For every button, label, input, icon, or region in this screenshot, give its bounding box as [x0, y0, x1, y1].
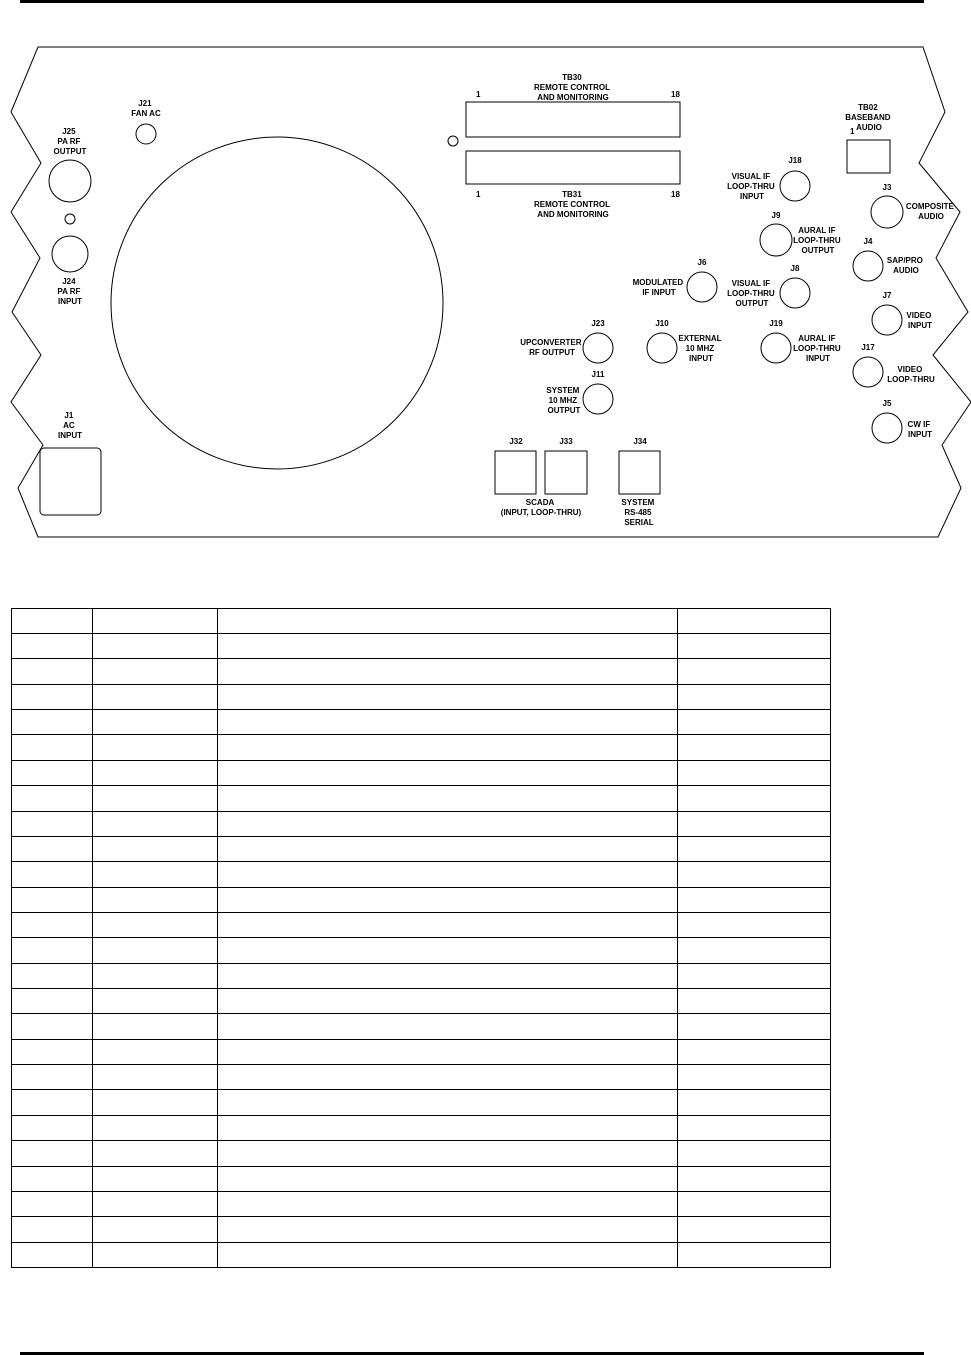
- table-cell: [218, 1141, 678, 1166]
- j3-id: J3: [882, 183, 892, 192]
- table-cell: [218, 836, 678, 861]
- table-cell: [93, 684, 218, 709]
- table-cell: [678, 1115, 831, 1140]
- j21-label: J21 FAN AC: [131, 99, 161, 118]
- table-cell: [12, 912, 93, 937]
- table-cell: [218, 1191, 678, 1216]
- j17-label: VIDEO LOOP-THRU: [887, 365, 935, 384]
- table-cell: [93, 1191, 218, 1216]
- table-cell: [218, 735, 678, 760]
- table-cell: [678, 938, 831, 963]
- table-cell: [218, 1039, 678, 1064]
- j18-connector: [780, 171, 810, 201]
- table-cell: [218, 811, 678, 836]
- table-cell: [678, 760, 831, 785]
- j23-id: J23: [591, 319, 605, 328]
- j25-connector: [49, 160, 91, 202]
- table-row: [12, 1039, 831, 1064]
- table-row: [12, 1090, 831, 1115]
- table-cell: [93, 912, 218, 937]
- tb30-pin-last: 18: [671, 90, 680, 99]
- table-cell: [218, 1242, 678, 1267]
- table-row: [12, 1014, 831, 1039]
- j23-label: UPCONVERTER RF OUTPUT: [520, 338, 582, 357]
- table-cell: [678, 659, 831, 684]
- table-cell: [93, 1141, 218, 1166]
- indicator-hole: [65, 214, 75, 224]
- table-cell: [218, 963, 678, 988]
- table-cell: [93, 760, 218, 785]
- table-cell: [218, 1115, 678, 1140]
- tb30-pin-first: 1: [476, 90, 481, 99]
- table-row: [12, 811, 831, 836]
- table-cell: [12, 1115, 93, 1140]
- tb02-pin: 1: [850, 127, 855, 136]
- j4-id: J4: [863, 237, 873, 246]
- j24-label: J24 PA RF INPUT: [57, 277, 82, 306]
- table-cell: [678, 684, 831, 709]
- table-cell: [93, 1242, 218, 1267]
- table-cell: [12, 1141, 93, 1166]
- table-cell: [678, 710, 831, 735]
- table-cell: [93, 836, 218, 861]
- j32-jack: [495, 451, 536, 494]
- table-cell: [678, 912, 831, 937]
- table-cell: [218, 1166, 678, 1191]
- j11-label: SYSTEM 10 MHZ OUTPUT: [546, 386, 581, 415]
- j18-id: J18: [788, 156, 802, 165]
- j17-id: J17: [861, 343, 875, 352]
- j7-id: J7: [882, 291, 892, 300]
- table-row: [12, 1217, 831, 1242]
- table-cell: [93, 1014, 218, 1039]
- table-cell: [218, 786, 678, 811]
- j19-id: J19: [769, 319, 783, 328]
- table-header-cell: [12, 609, 93, 634]
- j10-id: J10: [655, 319, 669, 328]
- table-cell: [93, 735, 218, 760]
- j8-label: VISUAL IF LOOP-THRU OUTPUT: [727, 279, 775, 308]
- table-header-cell: [678, 609, 831, 634]
- j6-id: J6: [697, 258, 707, 267]
- table-cell: [678, 1191, 831, 1216]
- table-row: [12, 1242, 831, 1267]
- table-row: [12, 836, 831, 861]
- table-header-row: [12, 609, 831, 634]
- table-cell: [678, 887, 831, 912]
- connector-table: [11, 608, 831, 1268]
- table-cell: [12, 786, 93, 811]
- table-cell: [678, 836, 831, 861]
- j6-label: MODULATED IF INPUT: [632, 278, 684, 297]
- table-cell: [218, 634, 678, 659]
- table-cell: [12, 684, 93, 709]
- j11-connector: [583, 384, 613, 414]
- j1-label: J1 AC INPUT: [58, 411, 82, 440]
- j33-jack: [545, 451, 587, 494]
- j34-jack: [619, 451, 660, 494]
- table-cell: [12, 710, 93, 735]
- table-cell: [12, 634, 93, 659]
- table-row: [12, 710, 831, 735]
- table-cell: [218, 710, 678, 735]
- table-cell: [93, 1115, 218, 1140]
- table-cell: [12, 1217, 93, 1242]
- table-row: [12, 735, 831, 760]
- j9-id: J9: [771, 211, 781, 220]
- table-cell: [12, 836, 93, 861]
- table-cell: [93, 989, 218, 1014]
- j34-label: SYSTEM RS-485 SERIAL: [621, 498, 655, 527]
- table-cell: [93, 963, 218, 988]
- table-cell: [678, 1065, 831, 1090]
- j7-connector: [872, 305, 902, 335]
- table-row: [12, 1166, 831, 1191]
- table-cell: [218, 684, 678, 709]
- table-cell: [678, 1090, 831, 1115]
- table-cell: [218, 887, 678, 912]
- tb31-terminal-block: [466, 151, 680, 184]
- table-row: [12, 887, 831, 912]
- table-cell: [678, 862, 831, 887]
- table-row: [12, 963, 831, 988]
- rear-panel-diagram: [0, 0, 971, 600]
- table-row: [12, 684, 831, 709]
- tb30-label: TB30 REMOTE CONTROL AND MONITORING: [533, 73, 610, 102]
- table-cell: [12, 760, 93, 785]
- table-cell: [218, 1090, 678, 1115]
- table-row: [12, 760, 831, 785]
- j10-connector: [647, 333, 677, 363]
- table-cell: [218, 1217, 678, 1242]
- table-cell: [93, 634, 218, 659]
- table-cell: [12, 989, 93, 1014]
- table-row: [12, 659, 831, 684]
- j23-connector: [583, 333, 613, 363]
- table-cell: [12, 1090, 93, 1115]
- table-cell: [12, 963, 93, 988]
- table-body: [12, 634, 831, 1268]
- j4-connector: [853, 251, 883, 281]
- table-cell: [93, 659, 218, 684]
- tb31-pin-last: 18: [671, 190, 680, 199]
- tb02-terminal-block: [847, 140, 890, 173]
- j5-id: J5: [882, 399, 892, 408]
- table-cell: [12, 1191, 93, 1216]
- table-row: [12, 1115, 831, 1140]
- table-cell: [12, 1014, 93, 1039]
- table-cell: [93, 786, 218, 811]
- table-header-cell: [218, 609, 678, 634]
- table-cell: [678, 1014, 831, 1039]
- table-row: [12, 862, 831, 887]
- j19-connector: [761, 333, 791, 363]
- j21-connector: [136, 124, 156, 144]
- table-cell: [12, 1242, 93, 1267]
- j34-id: J34: [633, 437, 647, 446]
- table-cell: [12, 887, 93, 912]
- table-cell: [678, 786, 831, 811]
- table-row: [12, 989, 831, 1014]
- table-cell: [93, 710, 218, 735]
- table-row: [12, 938, 831, 963]
- table-cell: [12, 938, 93, 963]
- table-cell: [678, 811, 831, 836]
- j5-connector: [872, 413, 902, 443]
- table-row: [12, 1141, 831, 1166]
- table-cell: [218, 938, 678, 963]
- j9-connector: [760, 224, 792, 256]
- table-cell: [12, 1166, 93, 1191]
- scada-label: SCADA (INPUT, LOOP-THRU): [500, 498, 582, 517]
- table-cell: [93, 1217, 218, 1242]
- j8-connector: [780, 278, 810, 308]
- table-cell: [218, 912, 678, 937]
- table-cell: [678, 634, 831, 659]
- table-cell: [12, 1065, 93, 1090]
- j10-label: EXTERNAL 10 MHZ INPUT: [678, 334, 722, 363]
- table-cell: [678, 1166, 831, 1191]
- j3-connector: [871, 196, 903, 228]
- j11-id: J11: [591, 370, 605, 379]
- tb31-label: TB31 REMOTE CONTROL AND MONITORING: [533, 190, 610, 219]
- fan-circle: [111, 137, 443, 469]
- table-cell: [12, 1039, 93, 1064]
- table-cell: [12, 811, 93, 836]
- table-cell: [678, 1141, 831, 1166]
- j33-id: J33: [559, 437, 573, 446]
- j3-label: COMPOSITE AUDIO: [905, 202, 954, 221]
- table-row: [12, 634, 831, 659]
- tb31-pin-first: 1: [476, 190, 481, 199]
- j19-label: AURAL IF LOOP-THRU INPUT: [793, 334, 841, 363]
- table-cell: [678, 1242, 831, 1267]
- table-cell: [218, 1014, 678, 1039]
- table-row: [12, 786, 831, 811]
- table-cell: [93, 862, 218, 887]
- table-cell: [12, 862, 93, 887]
- j18-label: VISUAL IF LOOP-THRU INPUT: [727, 172, 775, 201]
- tb02-label: TB02 BASEBAND AUDIO: [845, 103, 891, 132]
- panel-outline: [11, 47, 971, 537]
- table-cell: [12, 659, 93, 684]
- j8-id: J8: [790, 264, 800, 273]
- j6-connector: [687, 272, 717, 302]
- tb30-terminal-block: [466, 102, 680, 137]
- table-cell: [218, 760, 678, 785]
- table-cell: [678, 989, 831, 1014]
- j17-connector: [853, 357, 883, 387]
- table-cell: [218, 989, 678, 1014]
- table-header-cell: [93, 609, 218, 634]
- j4-label: SAP/PRO AUDIO: [886, 256, 923, 275]
- table-cell: [678, 1039, 831, 1064]
- table-cell: [678, 735, 831, 760]
- table-cell: [218, 1065, 678, 1090]
- table-cell: [678, 1217, 831, 1242]
- j5-label: CW IF INPUT: [907, 420, 932, 439]
- table-cell: [93, 811, 218, 836]
- table-row: [12, 1065, 831, 1090]
- table-cell: [12, 735, 93, 760]
- j9-label: AURAL IF LOOP-THRU OUTPUT: [793, 226, 841, 255]
- table-cell: [93, 938, 218, 963]
- j1-ac-input-socket: [40, 448, 101, 515]
- mounting-hole: [448, 136, 458, 146]
- table-cell: [93, 1166, 218, 1191]
- j24-connector: [52, 236, 88, 272]
- j7-label: VIDEO INPUT: [906, 311, 932, 330]
- j32-id: J32: [509, 437, 523, 446]
- table-cell: [93, 1065, 218, 1090]
- table-row: [12, 912, 831, 937]
- table-cell: [93, 1090, 218, 1115]
- j25-label: J25 PA RF OUTPUT: [53, 127, 87, 156]
- table-cell: [93, 887, 218, 912]
- table-row: [12, 1191, 831, 1216]
- table-cell: [218, 659, 678, 684]
- table-cell: [93, 1039, 218, 1064]
- table-cell: [678, 963, 831, 988]
- table-cell: [218, 862, 678, 887]
